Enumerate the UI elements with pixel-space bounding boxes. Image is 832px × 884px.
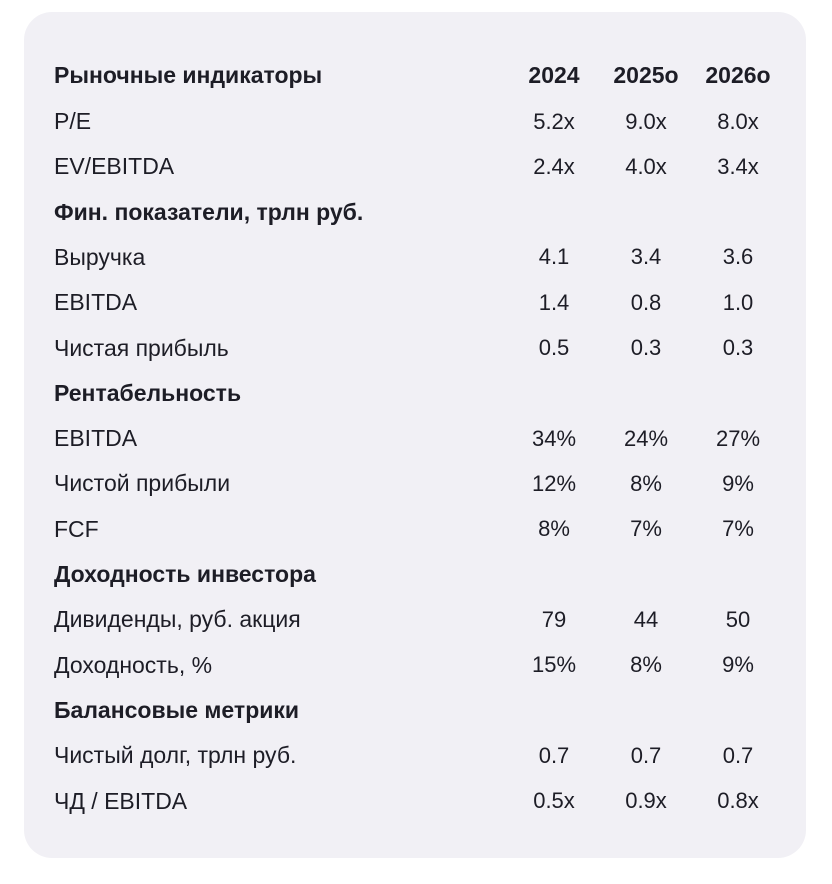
- row-value: 0.7: [630, 742, 662, 768]
- row-value: 9%: [722, 652, 754, 678]
- header-year-2025: 2025о: [613, 62, 679, 88]
- header-year-2024: 2024: [528, 62, 580, 88]
- row-value: 3.4: [630, 244, 662, 270]
- row-value: 9.0x: [625, 108, 667, 134]
- row-value: 8%: [538, 516, 570, 542]
- row-value: 0.9x: [625, 788, 667, 813]
- row-label: Дивиденды, руб. акция: [54, 606, 301, 633]
- row-label: Доходность, %: [54, 651, 213, 678]
- row-value: 2.4x: [533, 153, 575, 179]
- row-value: 9%: [722, 470, 754, 496]
- row-value: 44: [633, 606, 659, 632]
- row-value: 0.5: [538, 335, 570, 360]
- row-value: 8%: [630, 652, 662, 678]
- section-header: [54, 688, 784, 733]
- table-row: [54, 507, 784, 552]
- row-value: 8.0x: [717, 108, 759, 134]
- row-value: 5.2x: [533, 108, 575, 134]
- row-label: FCF: [54, 515, 99, 542]
- row-label: EBITDA: [54, 425, 138, 452]
- table-row: [54, 144, 784, 189]
- table-row: [54, 643, 784, 688]
- section-label: Рентабельность: [54, 379, 242, 406]
- row-value: 15%: [531, 652, 577, 678]
- row-value: 4.0x: [625, 153, 667, 179]
- row-label: Чистой прибыли: [54, 470, 231, 497]
- row-label: P/E: [54, 108, 92, 134]
- row-value: 12%: [531, 470, 577, 496]
- row-label: ЧД / EBITDA: [54, 787, 188, 814]
- row-label: EV/EBITDA: [54, 153, 175, 180]
- row-value: 50: [725, 606, 751, 632]
- section-header: [54, 371, 784, 416]
- table-row: [54, 280, 784, 325]
- row-value: 0.8x: [717, 788, 759, 813]
- row-label: Выручка: [54, 243, 146, 270]
- section-header: [54, 552, 784, 597]
- section-label: Фин. показатели, трлн руб.: [54, 198, 364, 225]
- row-value: 3.6: [722, 244, 754, 270]
- row-value: 8%: [630, 470, 662, 496]
- row-value: 0.5x: [533, 788, 575, 813]
- table-row: [54, 597, 784, 642]
- row-value: 3.4x: [717, 153, 759, 179]
- table-row: [54, 235, 784, 280]
- row-value: 24%: [623, 425, 669, 451]
- row-value: 1.4: [538, 289, 570, 315]
- table-row: [54, 733, 784, 778]
- table-row: [54, 99, 784, 144]
- row-value: 7%: [630, 516, 662, 542]
- section-label: Балансовые метрики: [54, 696, 300, 723]
- row-value: 0.8: [630, 289, 662, 315]
- header-year-2026: 2026о: [705, 62, 771, 88]
- table-row: [54, 326, 784, 371]
- row-value: 0.7: [722, 742, 754, 768]
- section-label: Доходность инвестора: [54, 561, 316, 587]
- table-row: [54, 461, 784, 506]
- table-row: [54, 416, 784, 461]
- row-value: 7%: [722, 516, 754, 542]
- row-label: EBITDA: [54, 289, 138, 316]
- row-value: 0.7: [538, 742, 570, 768]
- row-value: 4.1: [538, 244, 570, 270]
- row-label: Чистая прибыль: [54, 334, 229, 361]
- row-value: 27%: [715, 425, 761, 451]
- row-label: Чистый долг, трлн руб.: [54, 742, 297, 769]
- row-value: 1.0: [722, 289, 754, 315]
- row-value: 0.3: [722, 335, 754, 360]
- row-value: 0.3: [630, 335, 662, 360]
- row-value: 34%: [531, 425, 577, 451]
- header-title: Рыночные индикаторы: [54, 62, 323, 88]
- row-value: 79: [541, 606, 567, 632]
- table-row: [54, 779, 784, 824]
- table-header: [54, 53, 784, 98]
- section-header: [54, 190, 784, 235]
